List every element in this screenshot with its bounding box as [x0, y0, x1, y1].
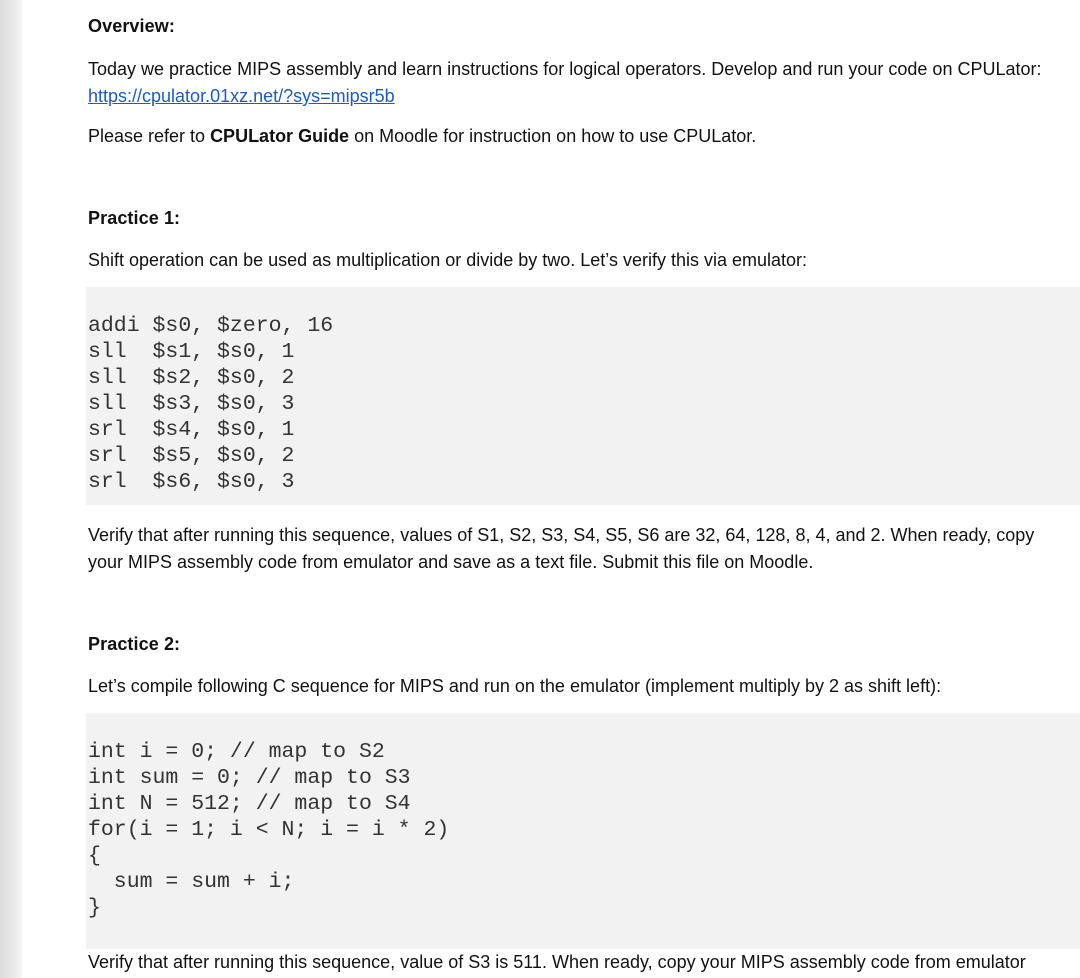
practice1-verify — [88, 522, 1034, 576]
cpulator-link[interactable]: https://cpulator.01xz.net/?sys=mipsr5b — [88, 86, 395, 106]
practice2-code-block — [86, 713, 1080, 949]
overview-text — [88, 56, 1041, 110]
code-line: srl $s6, $s0, 3 — [88, 470, 295, 494]
practice2-heading: Practice 2: — [88, 634, 181, 654]
cpulator-guide-bold: CPULator Guide — [210, 126, 350, 146]
refer-before: Please refer to — [88, 126, 211, 146]
code-line: srl $s4, $s0, 1 — [88, 418, 295, 442]
code-line: int sum = 0; // map to S3 — [88, 766, 411, 790]
refer-after: on Moodle for instruction on how to use CPULator. — [349, 126, 757, 146]
code-line: int N = 512; // map to S4 — [88, 792, 411, 816]
overview-line1: Today we practice MIPS assembly and learn instructions for logical operators. Develop and run your code on CPULator: — [88, 59, 1042, 79]
code-line: for(i = 1; i < N; i = i * 2) — [88, 818, 450, 842]
code-line: } — [88, 896, 101, 920]
practice1-heading: Practice 1: — [88, 208, 181, 228]
practice2-intro: Let’s compile following C sequence for MIPS and run on the emulator (implement multiply by 2 as shift left): — [88, 676, 942, 696]
code-line: srl $s5, $s0, 2 — [88, 444, 295, 468]
code-line: { — [88, 844, 101, 868]
practice1-verify-line1: Verify that after running this sequence, values of S1, S2, S3, S4, S5, S6 are 32, 64, 128, 8, 4, and 2. When ready, copy — [88, 525, 1035, 545]
refer-text — [88, 123, 756, 150]
practice1-code-block — [86, 287, 1080, 505]
code-line: addi $s0, $zero, 16 — [88, 314, 334, 338]
code-line: sll $s3, $s0, 3 — [88, 392, 295, 416]
code-line: sll $s1, $s0, 1 — [88, 340, 295, 364]
practice1-verify-line2: your MIPS assembly code from emulator and save as a text file. Submit this file on Moodle. — [88, 552, 814, 572]
practice2-verify: Verify that after running this sequence, value of S3 is 511. When ready, copy your MIPS assembly code from emulator — [88, 952, 1026, 972]
practice1-intro: Shift operation can be used as multiplication or divide by two. Let’s verify this via emulator: — [88, 250, 808, 270]
page-left-shadow — [0, 0, 22, 978]
code-line: sum = sum + i; — [88, 870, 295, 894]
code-line: sll $s2, $s0, 2 — [88, 366, 295, 390]
code-line: int i = 0; // map to S2 — [88, 740, 385, 764]
overview-heading: Overview: — [88, 16, 175, 36]
